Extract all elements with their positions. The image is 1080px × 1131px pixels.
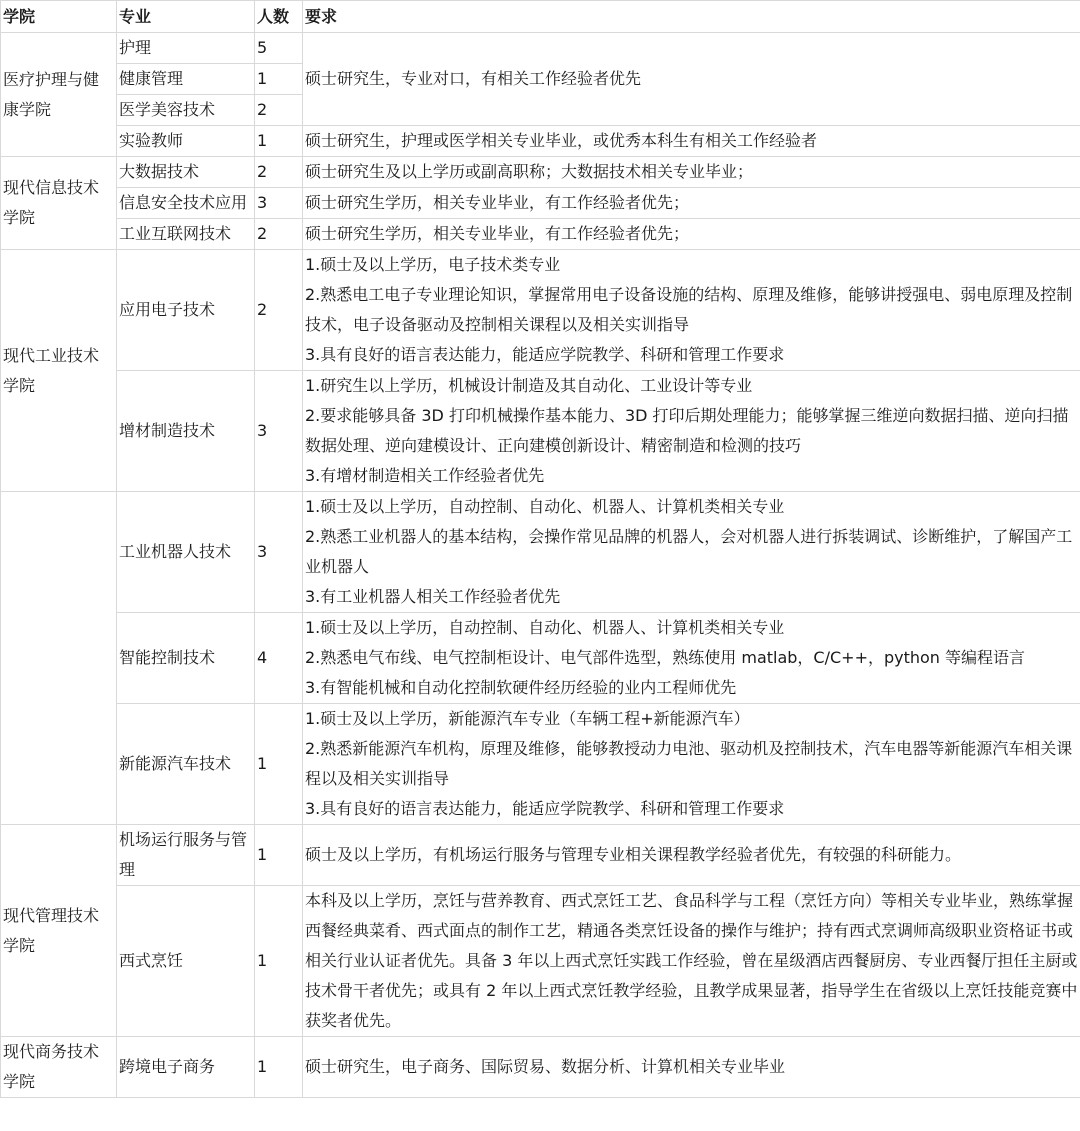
count-cell: 3	[255, 371, 303, 492]
table-row	[1, 886, 1080, 1037]
count-cell: 5	[255, 33, 303, 64]
table-row	[1, 371, 1080, 492]
count-cell: 2	[255, 157, 303, 188]
requirement-line: 2.熟悉工业机器人的基本结构，会操作常见品牌的机器人，会对机器人进行拆装调试、诊断维护，了解国产工业机器人	[305, 527, 1073, 576]
major-cell: 应用电子技术	[117, 250, 255, 371]
count-cell: 2	[255, 95, 303, 126]
requirement-cell: 硕士研究生，电子商务、国际贸易、数据分析、计算机相关专业毕业	[303, 1037, 1080, 1098]
requirement-line: 1.硕士及以上学历，自动控制、自动化、机器人、计算机类相关专业	[305, 497, 785, 516]
major-cell: 工业机器人技术	[117, 492, 255, 613]
requirement-cell: 硕士研究生，专业对口，有相关工作经验者优先	[303, 33, 1080, 126]
major-cell: 医学美容技术	[117, 95, 255, 126]
table-row	[1, 157, 1080, 188]
table-row	[1, 219, 1080, 250]
requirement-line: 2.要求能够具备 3D 打印机械操作基本能力、3D 打印后期处理能力；能够掌握三维逆向数据扫描、逆向扫描数据处理、逆向建模设计、正向建模创新设计、精密制造和检测的技巧	[305, 406, 1069, 455]
requirement-line: 3.有增材制造相关工作经验者优先	[305, 466, 545, 485]
college-cell: 现代管理技术学院	[1, 825, 117, 1037]
requirement-cell: 本科及以上学历，烹饪与营养教育、西式烹饪工艺、食品科学与工程（烹饪方向）等相关专业毕业，熟练掌握西餐经典菜肴、西式面点的制作工艺，精通各类烹饪设备的操作与维护；持有西式烹调师高级职业资格证书或相关行业认证者优先。具备 3 年以上西式烹饪实践工作经验，曾在星级酒店西餐厨房、专业西餐厅担任主厨或技术骨干者优先；或具有 2 年以上西式烹饪教学经验，且教学成果显著，指导学生在省级以上烹饪技能竞赛中获奖者优先。	[303, 886, 1080, 1037]
count-cell: 1	[255, 886, 303, 1037]
major-cell: 信息安全技术应用	[117, 188, 255, 219]
requirement-line: 1.硕士及以上学历，自动控制、自动化、机器人、计算机类相关专业	[305, 618, 785, 637]
requirement-cell	[303, 704, 1080, 825]
major-cell: 健康管理	[117, 64, 255, 95]
table-row	[1, 33, 1080, 64]
table-row	[1, 126, 1080, 157]
table-row	[1, 492, 1080, 613]
header-row	[1, 1, 1080, 33]
major-cell: 跨境电子商务	[117, 1037, 255, 1098]
major-cell: 智能控制技术	[117, 613, 255, 704]
requirement-cell: 硕士研究生学历，相关专业毕业，有工作经验者优先；	[303, 219, 1080, 250]
count-cell: 4	[255, 613, 303, 704]
major-cell: 大数据技术	[117, 157, 255, 188]
table-row	[1, 188, 1080, 219]
table-row	[1, 704, 1080, 825]
table-row	[1, 613, 1080, 704]
major-cell: 新能源汽车技术	[117, 704, 255, 825]
major-cell: 实验教师	[117, 126, 255, 157]
requirement-cell: 硕士及以上学历，有机场运行服务与管理专业相关课程教学经验者优先，有较强的科研能力。	[303, 825, 1080, 886]
requirement-cell	[303, 492, 1080, 613]
major-cell: 工业互联网技术	[117, 219, 255, 250]
table-row	[1, 825, 1080, 886]
major-cell: 西式烹饪	[117, 886, 255, 1037]
major-cell: 增材制造技术	[117, 371, 255, 492]
major-cell: 护理	[117, 33, 255, 64]
count-cell: 2	[255, 250, 303, 371]
requirement-line: 3.具有良好的语言表达能力，能适应学院教学、科研和管理工作要求	[305, 345, 785, 364]
header-major: 专业	[117, 1, 255, 33]
college-cell: 现代工业技术学院	[1, 250, 117, 492]
requirement-cell: 硕士研究生学历，相关专业毕业，有工作经验者优先；	[303, 188, 1080, 219]
requirement-line: 1.硕士及以上学历，新能源汽车专业（车辆工程+新能源汽车）	[305, 709, 750, 728]
header-count: 人数	[255, 1, 303, 33]
count-cell: 1	[255, 825, 303, 886]
college-cell: 现代信息技术学院	[1, 157, 117, 250]
count-cell: 1	[255, 64, 303, 95]
count-cell: 3	[255, 492, 303, 613]
requirement-line: 2.熟悉电气布线、电气控制柜设计、电气部件选型，熟练使用 matlab，C/C++，python 等编程语言	[305, 648, 1026, 667]
college-cell: 医疗护理与健康学院	[1, 33, 117, 157]
header-requirement: 要求	[303, 1, 1080, 33]
table-row	[1, 250, 1080, 371]
requirement-line: 3.有智能机械和自动化控制软硬件经历经验的业内工程师优先	[305, 678, 737, 697]
count-cell: 1	[255, 704, 303, 825]
college-cell-empty	[1, 492, 117, 825]
requirement-line: 2.熟悉新能源汽车机构，原理及维修，能够教授动力电池、驱动机及控制技术，汽车电器等新能源汽车相关课程以及相关实训指导	[305, 739, 1073, 788]
college-cell: 现代商务技术学院	[1, 1037, 117, 1098]
requirement-cell: 硕士研究生，护理或医学相关专业毕业，或优秀本科生有相关工作经验者	[303, 126, 1080, 157]
requirement-line: 3.具有良好的语言表达能力，能适应学院教学、科研和管理工作要求	[305, 799, 785, 818]
requirement-line: 3.有工业机器人相关工作经验者优先	[305, 587, 561, 606]
requirement-cell	[303, 250, 1080, 371]
requirement-line: 1.硕士及以上学历，电子技术类专业	[305, 255, 561, 274]
requirement-cell	[303, 371, 1080, 492]
count-cell: 3	[255, 188, 303, 219]
requirement-line: 2.熟悉电工电子专业理论知识，掌握常用电子设备设施的结构、原理及维修，能够讲授强电、弱电原理及控制技术，电子设备驱动及控制相关课程以及相关实训指导	[305, 285, 1073, 334]
count-cell: 1	[255, 1037, 303, 1098]
count-cell: 2	[255, 219, 303, 250]
count-cell: 1	[255, 126, 303, 157]
requirement-cell: 硕士研究生及以上学历或副高职称；大数据技术相关专业毕业；	[303, 157, 1080, 188]
requirement-line: 1.研究生以上学历，机械设计制造及其自动化、工业设计等专业	[305, 376, 753, 395]
header-college: 学院	[1, 1, 117, 33]
major-cell: 机场运行服务与管理	[117, 825, 255, 886]
requirement-cell	[303, 613, 1080, 704]
table-row	[1, 1037, 1080, 1098]
